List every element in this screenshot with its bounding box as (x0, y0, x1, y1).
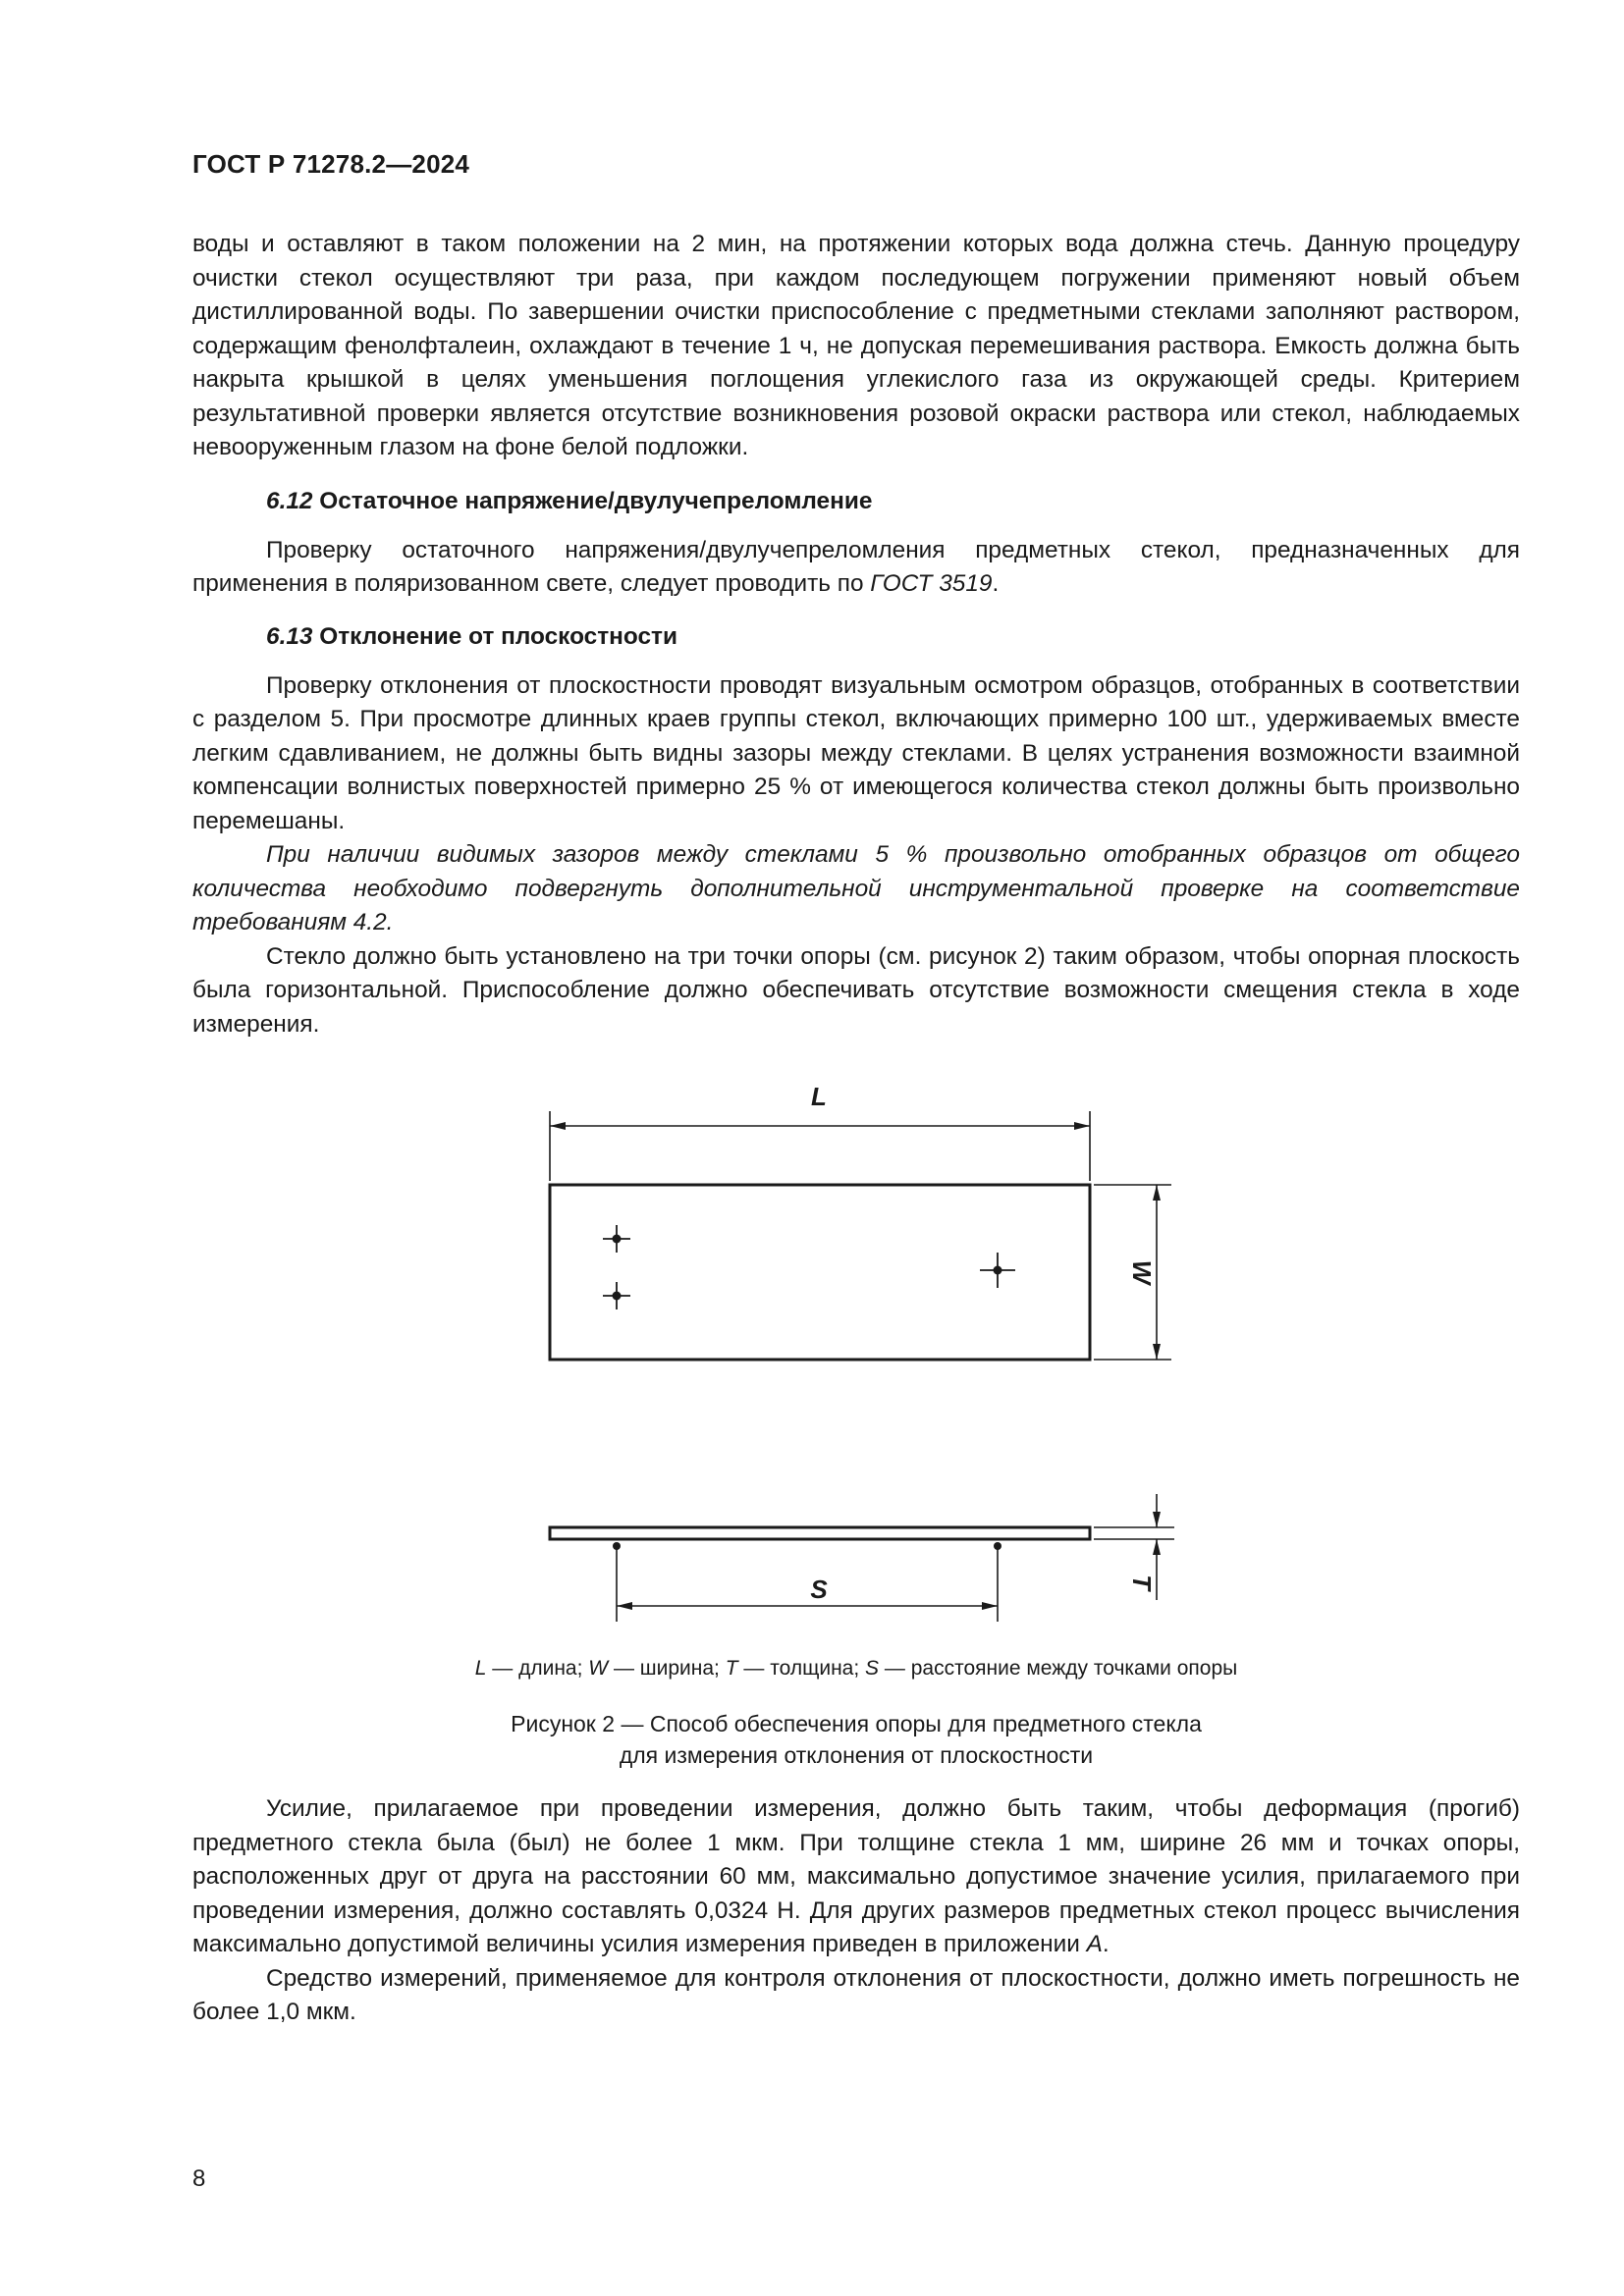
paragraph-note-italic: При наличии видимых зазоров между стеклами 5 % произвольно отобранных образцов от общего количества необходимо подвергнуть дополнительной инструментальной проверке на соответствие требованиям 4.2. (192, 841, 1520, 935)
section-heading (192, 620, 1520, 655)
legend-symbol-t: T (725, 1657, 738, 1680)
paragraph-instrument: Средство измерений, применяемое для контроля отклонения от плоскостности, должно иметь погрешность не более 1,0 мкм. (192, 1964, 1520, 2025)
paragraph-three-points: Стекло должно быть установлено на три точки опоры (см. рисунок 2) таким образом, чтобы опорная плоскость была горизонтальной. Приспособление должно обеспечивать отсутствие возможности смещения стекла в ходе измерения. (192, 942, 1520, 1038)
paragraph-text: Проверку остаточного напряжения/двулучепреломления предметных стекол, предназначенных для применения в поляризованном свете, следует проводить по (192, 536, 1520, 597)
label-l: L (811, 1082, 827, 1111)
paragraph-force (192, 1792, 1520, 1962)
l-arrow-right (1074, 1122, 1090, 1130)
figure-caption (192, 1708, 1520, 1771)
section-number: 6.12 (266, 488, 313, 514)
figure-caption-line-1: Рисунок 2 — Способ обеспечения опоры для предметного стекла (511, 1711, 1202, 1736)
legend-symbol-l: L (474, 1657, 487, 1680)
support-point-2 (603, 1282, 630, 1309)
standard-reference: ГОСТ 3519 (870, 570, 993, 597)
label-w: W (1127, 1259, 1157, 1285)
legend-text-t: — толщина; (737, 1657, 866, 1680)
w-arrow-bottom (1153, 1344, 1161, 1360)
document-header: ГОСТ Р 71278.2—2024 (192, 149, 470, 179)
page-number: 8 (192, 2165, 206, 2192)
figure-legend (192, 1655, 1520, 1682)
l-arrow-left (550, 1122, 566, 1130)
body-text-bottom (192, 1792, 1520, 2030)
paragraph-cleaning: воды и оставляют в таком положении на 2 мин, на протяжении которых вода должна стечь. Данную процедуру очистки стекол осуществляют три раза, при каждом последующем погружении применяют новый объем дистиллированной воды. По завершении очистки приспособление с предметными стеклами заполняют раствором, содержащим фенолфталеин, охлаждают в течение 1 ч, не допуская перемешивания раствора. Емкость должна быть накрыта крышкой в целях уменьшения поглощения углекислого газа из окружающей среды. Критерием результативной проверки является отсутствие возникновения розовой окраски раствора или стекол, наблюдаемых невооруженным глазом на фоне белой подложки. (192, 231, 1520, 460)
s-arrow-left (617, 1602, 632, 1610)
top-view (550, 1111, 1171, 1360)
label-s: S (810, 1575, 828, 1604)
glass-plate-top-view (550, 1185, 1090, 1360)
glass-plate-side-view (550, 1527, 1090, 1539)
paragraph-force-text: Усилие, прилагаемое при проведении измерения, должно быть таким, чтобы деформация (прогиб) предметного стекла была (был) не более 1 мкм. При толщине стекла 1 мм, ширине 26 мм и точках опоры, расположенных друг от друга на расстоянии 60 мм, максимально допустимое значение усилия, прилагаемого при проведении измерения, должно составлять 0,0324 Н. Для других размеров предметных стекол процесс вычисления максимально допустимой величины усилия измерения приведен в приложении (192, 1795, 1520, 1957)
support-point-3 (980, 1253, 1015, 1288)
paragraph-end: . (992, 570, 1000, 597)
paragraph-force-end: . (1102, 1931, 1110, 1957)
section-title: Остаточное напряжение/двулучепреломление (319, 488, 873, 514)
paragraph-visual-inspection: Проверку отклонения от плоскостности проводят визуальным осмотром образцов, отобранных в соответствии с разделом 5. При просмотре длинных краев группы стекол, включающих примерно 100 шт., удерживаемых вместе легким сдавливанием, не должны быть видны зазоры между стеклами. В целях устранения возможности взаимной компенсации волнистых поверхностей примерно 25 % от имеющегося количества стекол должны быть произвольно перемешаны. (192, 671, 1520, 834)
section-6-13 (192, 620, 1520, 1041)
paragraph-birefringence (192, 534, 1520, 602)
legend-text-w: — ширина; (608, 1657, 726, 1680)
t-arrow-top (1153, 1512, 1161, 1527)
s-arrow-right (982, 1602, 998, 1610)
body-text-top (192, 228, 1520, 465)
legend-symbol-w: W (588, 1657, 609, 1680)
label-t: T (1127, 1575, 1157, 1590)
legend-text-l: — длина; (486, 1657, 589, 1680)
section-title: Отклонение от плоскостности (319, 623, 677, 650)
section-number: 6.13 (266, 623, 313, 650)
support-diagram-svg (192, 1050, 1520, 1639)
section-6-12 (192, 485, 1520, 602)
w-arrow-top (1153, 1185, 1161, 1201)
side-view (550, 1494, 1174, 1622)
annex-reference: А (1086, 1931, 1103, 1957)
section-heading (192, 485, 1520, 519)
support-point-1 (603, 1225, 630, 1253)
legend-text-s: — расстояние между точками опоры (879, 1657, 1238, 1680)
legend-symbol-s: S (865, 1657, 880, 1680)
figure-2-diagram (192, 1050, 1520, 1639)
t-arrow-bottom (1153, 1539, 1161, 1555)
figure-caption-line-2: для измерения отклонения от плоскостности (619, 1742, 1094, 1768)
